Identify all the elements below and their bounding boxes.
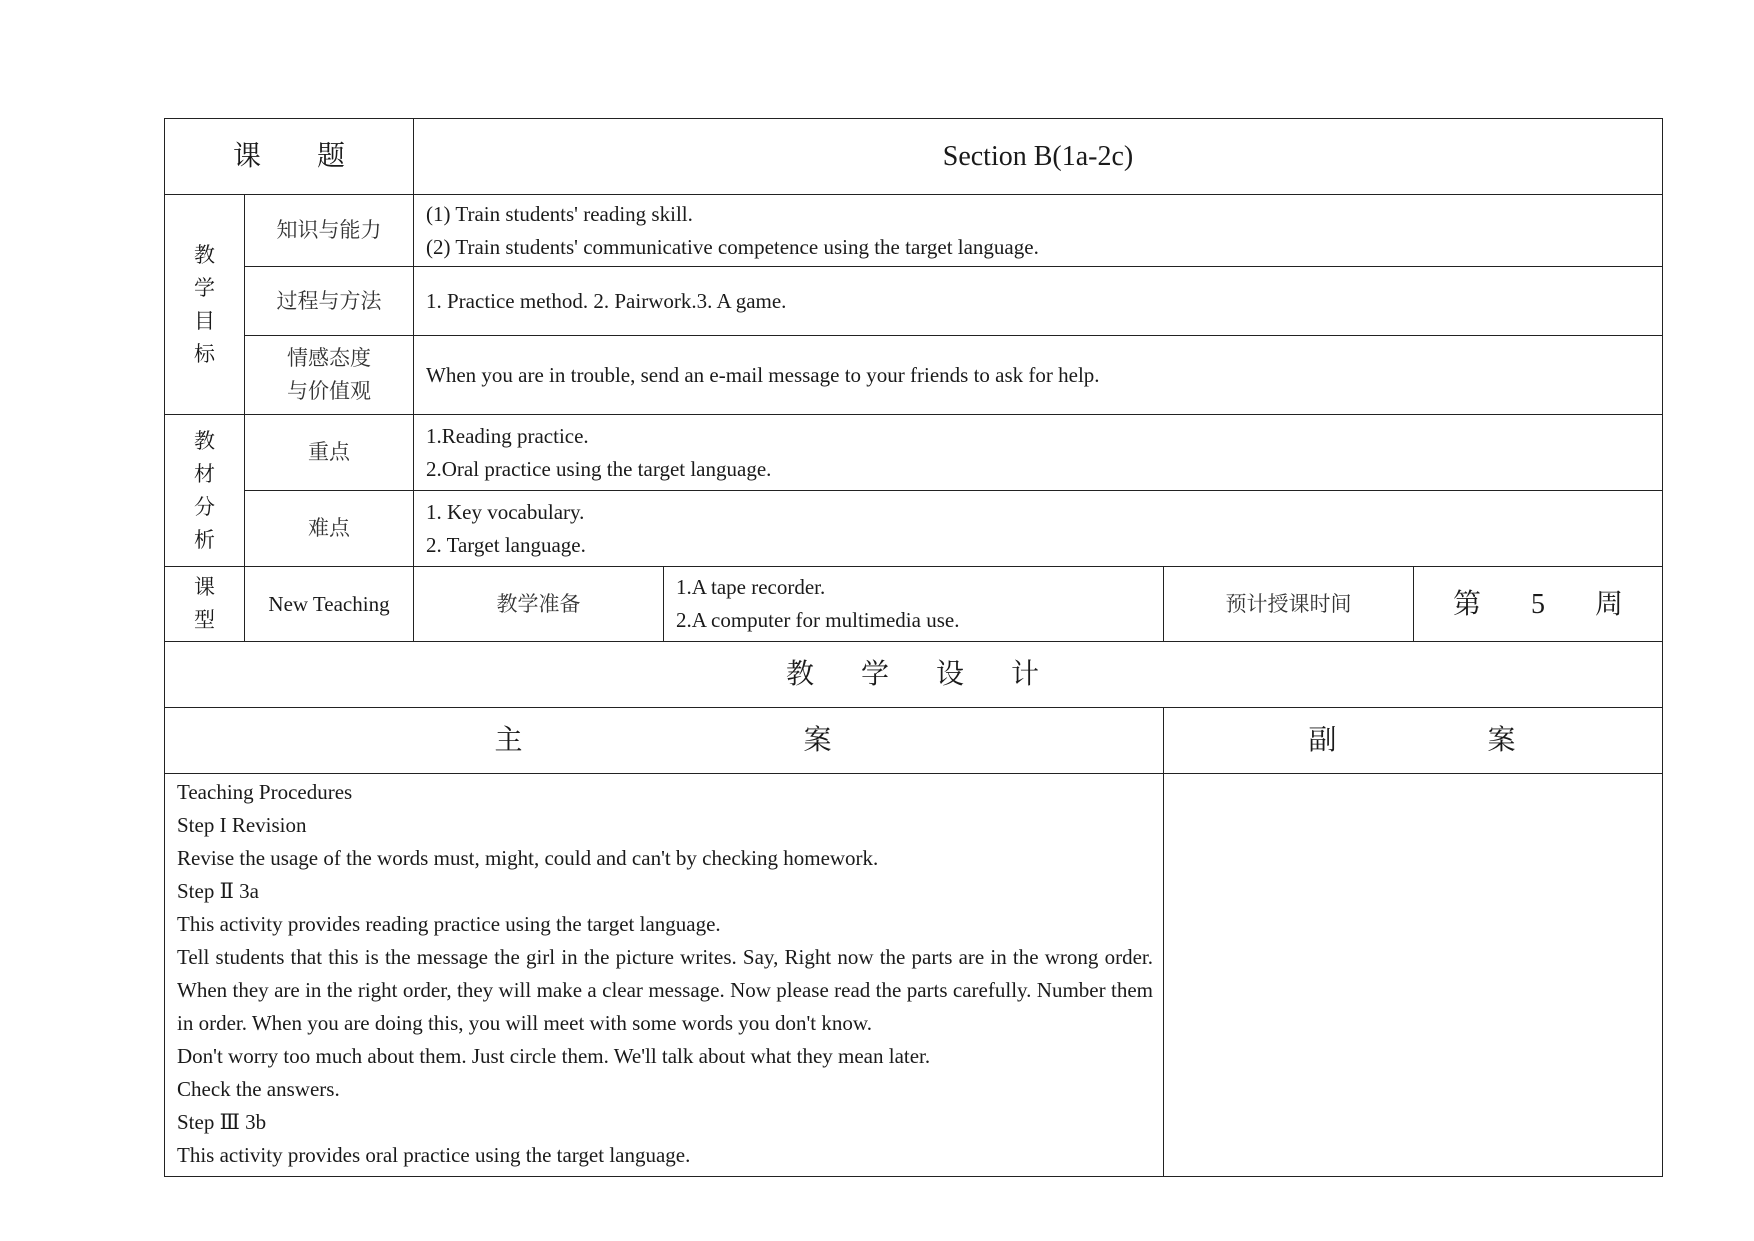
topic-label-char: 题	[316, 141, 345, 172]
content-line: 2. Target language.	[426, 532, 586, 557]
procedure-line: Teaching Procedures	[177, 780, 353, 804]
main-plan-char: 主	[494, 725, 525, 756]
secondary-plan-heading	[1164, 708, 1663, 774]
procedure-line: Revise the usage of the words must, might, could and can't by checking homework.	[177, 846, 879, 870]
design-heading-char: 设	[935, 659, 966, 690]
procedures-row	[165, 774, 1663, 1177]
topic-label-char: 课	[232, 141, 261, 172]
analysis-row	[165, 415, 1663, 491]
design-heading-char: 学	[860, 659, 891, 690]
procedure-line: Don't worry too much about them. Just circle them. We'll talk about what they mean later.	[177, 1044, 931, 1068]
key-points-label: 重点	[245, 415, 414, 491]
knowledge-ability-label: 知识与能力	[245, 195, 414, 267]
procedure-line: This activity provides oral practice using the target language.	[177, 1143, 691, 1167]
knowledge-ability-content	[414, 195, 1663, 267]
prep-label: 教学准备	[414, 567, 664, 642]
topic-row	[165, 119, 1663, 195]
content-line: (1) Train students' reading skill.	[426, 201, 693, 226]
procedure-line: Step I Revision	[177, 813, 307, 837]
process-method-content	[414, 267, 1663, 336]
analysis-group-char: 教	[194, 428, 215, 453]
design-heading-char: 教	[785, 659, 816, 690]
content-line: 1.Reading practice.	[426, 423, 589, 448]
week-part: 周	[1594, 588, 1623, 620]
secondary-plan-char: 案	[1487, 725, 1518, 756]
week-value	[1414, 567, 1663, 642]
content-line: 2.A computer for multimedia use.	[676, 608, 960, 632]
procedure-line: Step Ⅲ 3b	[177, 1110, 267, 1134]
main-plan-char: 案	[803, 725, 834, 756]
design-heading	[165, 642, 1663, 708]
label-line: 与价值观	[287, 379, 371, 403]
analysis-group-char: 析	[194, 527, 215, 552]
process-method-label: 过程与方法	[245, 267, 414, 336]
difficult-points-label: 难点	[245, 491, 414, 567]
prep-content	[664, 567, 1164, 642]
lesson-type-label	[165, 567, 245, 642]
objectives-group-char: 目	[194, 308, 215, 333]
objective-row	[165, 336, 1663, 415]
week-number: 5	[1530, 588, 1545, 620]
design-heading-row	[165, 642, 1663, 708]
analysis-group-label	[165, 415, 245, 567]
lesson-info-row	[165, 567, 1663, 642]
objectives-group-char: 标	[194, 341, 215, 366]
lesson-type-char: 型	[194, 608, 215, 632]
key-points-content	[414, 415, 1663, 491]
design-heading-char: 计	[1010, 659, 1041, 690]
plan-columns-row	[165, 708, 1663, 774]
topic-label-cell	[165, 119, 414, 195]
objective-row	[165, 195, 1663, 267]
difficult-points-content	[414, 491, 1663, 567]
main-plan-heading	[165, 708, 1164, 774]
week-part: 第	[1452, 588, 1481, 620]
objective-row	[165, 267, 1663, 336]
label-line: 情感态度	[287, 346, 371, 370]
secondary-plan-char: 副	[1308, 725, 1339, 756]
content-line: (2) Train students' communicative competence using the target language.	[426, 234, 1039, 259]
content-line: When you are in trouble, send an e-mail message to your friends to ask for help.	[426, 362, 1100, 387]
analysis-row	[165, 491, 1663, 567]
procedure-line: Step Ⅱ 3a	[177, 879, 259, 903]
content-line: 2.Oral practice using the target language.	[426, 456, 772, 481]
procedure-line: This activity provides reading practice using the target language.	[177, 912, 721, 936]
procedure-line: Check the answers.	[177, 1077, 340, 1101]
secondary-plan-content	[1164, 774, 1663, 1177]
lesson-type-char: 课	[194, 575, 215, 599]
content-line: 1.A tape recorder.	[676, 575, 826, 599]
content-line: 1. Practice method. 2. Pairwork.3. A game.	[426, 288, 787, 313]
procedure-line: Tell students that this is the message the girl in the picture writes. Say, Right now the parts are in the wrong order. When they are in the right order, they will make a clear message. Now please read the parts carefully. Number them in order. When you are doing this, you will meet with some words you don't know.	[177, 945, 1153, 1035]
analysis-group-char: 分	[194, 494, 215, 519]
analysis-group-char: 材	[194, 461, 215, 486]
attitude-values-content	[414, 336, 1663, 415]
time-label: 预计授课时间	[1164, 567, 1414, 642]
content-line: 1. Key vocabulary.	[426, 499, 585, 524]
objectives-group-char: 教	[194, 242, 215, 267]
attitude-values-label	[245, 336, 414, 415]
topic-value: Section B(1a-2c)	[414, 119, 1663, 195]
main-plan-content	[165, 774, 1164, 1177]
objectives-group-label	[165, 195, 245, 415]
objectives-group-char: 学	[194, 275, 215, 300]
lesson-plan-table	[164, 118, 1663, 1177]
lesson-type-value: New Teaching	[245, 567, 414, 642]
